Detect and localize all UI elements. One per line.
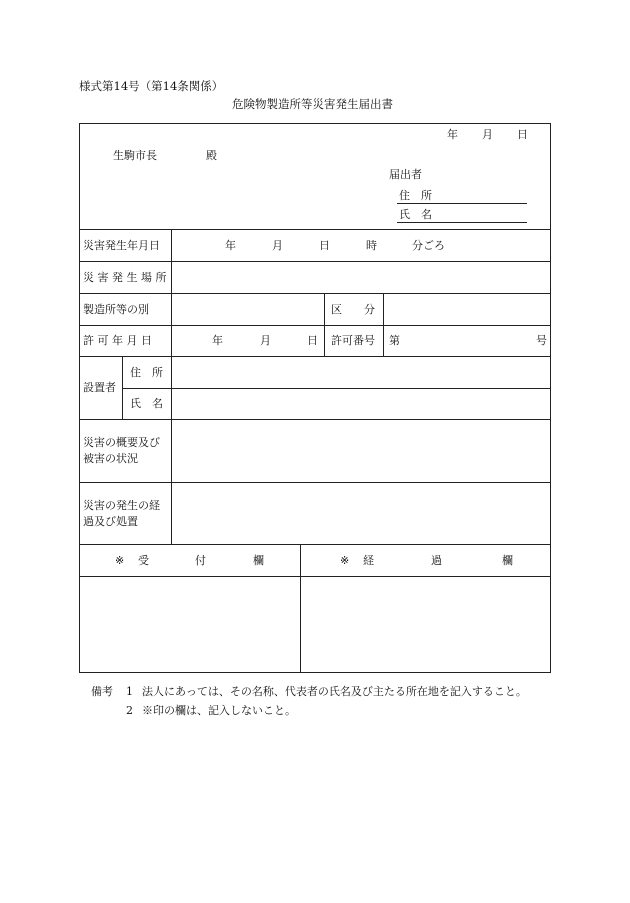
permit-number-suffix: 号 (536, 334, 547, 347)
disaster-place-label: 災 害 発 生 場 所 (83, 271, 167, 284)
note-1-text: 法人にあっては、その名称、代表者の氏名及び主たる所在地を記入すること。 (142, 685, 527, 698)
progress-char1: 経 (363, 554, 374, 567)
column-divider (324, 293, 325, 356)
permit-number-prefix: 第 (389, 334, 400, 347)
column-divider (383, 293, 384, 356)
process-label-line2: 過及び処置 (83, 515, 138, 528)
page-title: 危険物製造所等災害発生届出書 (232, 97, 393, 111)
header-month: 月 (482, 128, 493, 141)
row-divider (79, 482, 551, 483)
permit-date-year: 年 (212, 334, 223, 347)
name-underline (397, 222, 527, 223)
addressee: 生駒市長 (113, 149, 157, 162)
disaster-date-month: 月 (272, 239, 283, 252)
form-number: 様式第14号（第14条関係） (79, 79, 224, 93)
reception-mark: ※ (115, 554, 125, 567)
row-divider (79, 325, 551, 326)
note-1-number: 1 (126, 685, 133, 698)
disaster-date-hour: 時 (366, 239, 377, 252)
column-divider (171, 229, 172, 544)
row-divider (79, 419, 551, 420)
row-divider (79, 356, 551, 357)
row-divider (79, 261, 551, 262)
address-underline (397, 203, 527, 204)
reception-char2: 付 (195, 554, 206, 567)
row-divider (79, 576, 551, 577)
disaster-date-minute: 分ごろ (412, 239, 445, 252)
notifier-address-label: 住 所 (399, 189, 432, 202)
permit-number-label: 許可番号 (331, 334, 375, 347)
note-2-number: 2 (126, 704, 133, 717)
disaster-date-day: 日 (319, 239, 330, 252)
reception-char3: 欄 (253, 554, 264, 567)
process-label-line1: 災害の発生の経 (83, 499, 160, 512)
row-divider (122, 388, 551, 389)
row-divider (79, 544, 551, 545)
installer-name-label: 氏 名 (130, 397, 163, 410)
permit-date-month: 月 (260, 334, 271, 347)
disaster-date-label: 災害発生年月日 (83, 239, 160, 252)
overview-label-line1: 災害の概要及び (83, 436, 160, 449)
disaster-date-year: 年 (225, 239, 236, 252)
progress-char3: 欄 (502, 554, 513, 567)
note-2-text: ※印の欄は、記入しないこと。 (142, 704, 296, 717)
column-divider (300, 544, 301, 673)
row-divider (79, 229, 551, 230)
row-divider (79, 293, 551, 294)
facility-type-label: 製造所等の別 (83, 303, 149, 316)
progress-char2: 過 (431, 554, 442, 567)
overview-label-line2: 被害の状況 (83, 452, 138, 465)
installer-address-label: 住 所 (130, 366, 163, 379)
installer-label: 設置者 (83, 381, 116, 394)
permit-date-day: 日 (307, 334, 318, 347)
honorific: 殿 (206, 149, 217, 162)
progress-mark: ※ (340, 554, 350, 567)
division-label: 区 分 (331, 303, 375, 316)
header-day: 日 (517, 128, 528, 141)
column-divider (122, 356, 123, 419)
reception-char1: 受 (138, 554, 149, 567)
notes-label: 備考 (91, 685, 113, 698)
header-year: 年 (447, 128, 458, 141)
notifier-label: 届出者 (389, 168, 422, 181)
notifier-name-label: 氏 名 (399, 208, 432, 221)
permit-date-label: 許 可 年 月 日 (83, 334, 152, 347)
